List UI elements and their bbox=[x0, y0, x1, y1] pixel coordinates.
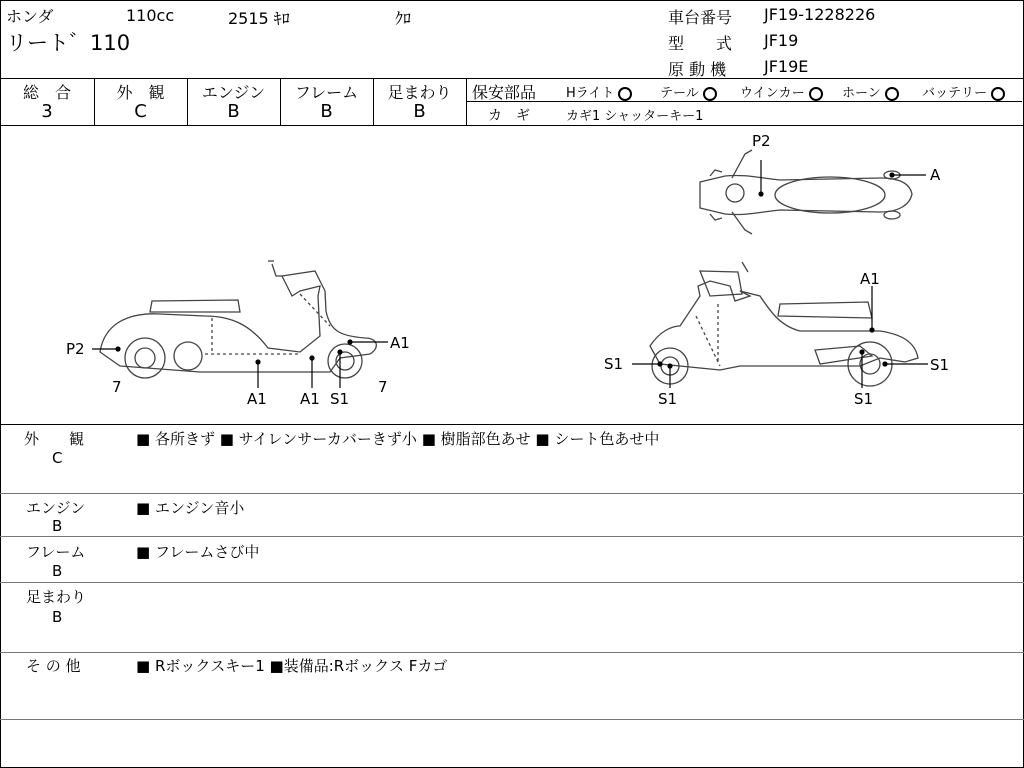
remark-other-label: そ の 他 bbox=[26, 657, 81, 675]
safety-item-headlight: Hライト bbox=[566, 82, 632, 101]
safety-item-winker: ウインカー bbox=[740, 82, 823, 101]
label-s1-left: S1 bbox=[330, 390, 350, 408]
label-7-left: 7 bbox=[112, 378, 122, 396]
label-s1-right-3: S1 bbox=[854, 390, 874, 408]
engine-grade: B bbox=[227, 101, 240, 122]
suspension-label: 足まわり bbox=[387, 83, 452, 102]
remark-suspension-label: 足まわり bbox=[26, 588, 87, 606]
type-label: 型 式 bbox=[668, 34, 733, 53]
safety-item-horn: ホーン bbox=[842, 82, 899, 101]
frame-no: JF19-1228226 bbox=[764, 5, 876, 24]
key-value: カギ1 シャッターキー1 bbox=[566, 109, 704, 124]
label-a1-left-1: A1 bbox=[247, 390, 267, 408]
maker: ホンダ bbox=[6, 7, 54, 26]
remark-suspension-grade: B bbox=[52, 608, 63, 626]
safety-label: 保安部品 bbox=[472, 83, 537, 102]
remark-exterior-grade: C bbox=[52, 449, 63, 467]
label-7-right: 7 bbox=[378, 378, 388, 396]
remark-exterior-text: ■ 各所きず ■ サイレンサーカバーきず小 ■ 樹脂部色あせ ■ シート色あせ中 bbox=[136, 430, 660, 448]
color: ｸﾛ bbox=[395, 9, 412, 28]
frame-no-label: 車台番号 bbox=[668, 8, 733, 27]
label-p2-top: P2 bbox=[752, 132, 771, 150]
type-value: JF19 bbox=[764, 31, 799, 50]
suspension-grade: B bbox=[413, 101, 426, 122]
engine-label: 原 動 機 bbox=[668, 60, 727, 79]
label-a1-left-3: A1 bbox=[390, 334, 410, 352]
remark-engine-text: ■ エンジン音小 bbox=[136, 499, 245, 517]
damage-diagram bbox=[0, 126, 1024, 424]
label-p2-left: P2 bbox=[66, 340, 85, 358]
remark-frame-text: ■ フレームさび中 bbox=[136, 543, 260, 561]
ok-circle-icon bbox=[991, 87, 1005, 101]
engine-rating-label: エンジン bbox=[201, 83, 266, 102]
remark-engine-grade: B bbox=[52, 517, 63, 535]
frame-rating-label: フレーム bbox=[294, 83, 359, 102]
label-a-top: A bbox=[930, 166, 941, 184]
frame-grade: B bbox=[320, 101, 333, 122]
remark-exterior-label: 外 観 bbox=[24, 430, 85, 448]
overall-grade: 3 bbox=[41, 101, 53, 122]
key-label: カ ギ bbox=[488, 108, 530, 124]
label-a1-left-2: A1 bbox=[300, 390, 320, 408]
safety-item-battery: バッテリー bbox=[922, 82, 1005, 101]
ok-circle-icon bbox=[885, 87, 899, 101]
scooter-top-view bbox=[700, 150, 912, 234]
label-s1-right-4: S1 bbox=[930, 356, 950, 374]
remark-frame-grade: B bbox=[52, 562, 63, 580]
ok-circle-icon bbox=[809, 87, 823, 101]
ok-circle-icon bbox=[703, 87, 717, 101]
model-name: リート゛110 bbox=[6, 31, 131, 55]
exterior-label: 外 観 bbox=[116, 83, 165, 102]
safety-item-tail: テール bbox=[660, 82, 717, 101]
remark-frame-label: フレーム bbox=[26, 543, 86, 561]
mileage: 2515 ｷﾛ bbox=[228, 9, 290, 28]
remark-engine-label: エンジン bbox=[26, 499, 86, 517]
displacement: 110cc bbox=[126, 6, 175, 25]
label-s1-right-2: S1 bbox=[658, 390, 678, 408]
scooter-left-side-view bbox=[100, 261, 376, 378]
remark-other-text: ■ Rボックスキー1 ■装備品:Rボックス Fカゴ bbox=[136, 657, 448, 675]
label-a1-right: A1 bbox=[860, 270, 880, 288]
ok-circle-icon bbox=[618, 87, 632, 101]
label-s1-right-1: S1 bbox=[604, 355, 624, 373]
overall-label: 総 合 bbox=[22, 83, 71, 102]
exterior-grade: C bbox=[134, 101, 147, 122]
engine-value: JF19E bbox=[764, 57, 809, 76]
